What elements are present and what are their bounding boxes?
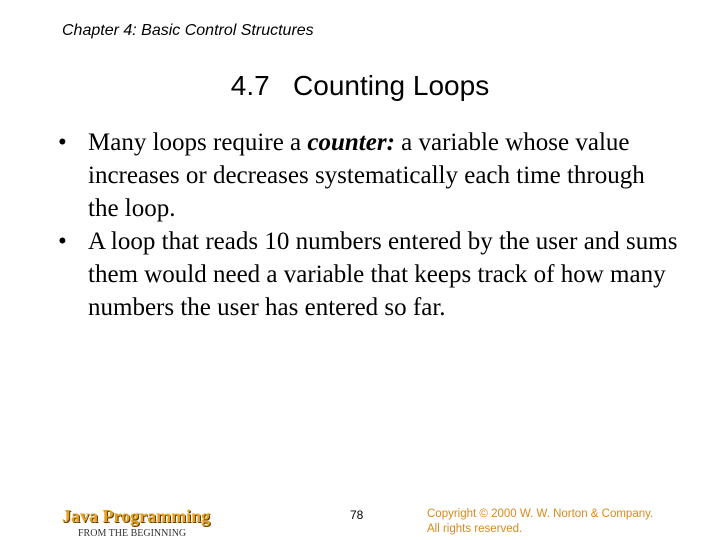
bullet-list	[58, 126, 678, 324]
bullet-term: counter:	[307, 129, 395, 156]
copyright-notice	[427, 507, 653, 537]
copyright-line-1: Copyright © 2000 W. W. Norton & Company.	[427, 508, 654, 520]
bullet-item	[58, 225, 678, 324]
book-logo-subtitle: FROM THE BEGINNING	[78, 528, 187, 539]
copyright-line-2: All rights reserved.	[427, 523, 523, 535]
slide-title: 4.7 Counting Loops	[230, 70, 490, 101]
bullet-text-lead: Many loops require a	[88, 129, 308, 156]
book-logo-title: Java Programming	[62, 506, 211, 526]
page-number: 78	[350, 508, 364, 522]
bullet-text-rest: a variable whose value increases or decreases systematically each time through the loop.	[88, 129, 645, 222]
bullet-marker: •	[58, 228, 67, 255]
bullet-marker: •	[58, 129, 67, 156]
bullet-item	[58, 126, 678, 225]
chapter-header: Chapter 4: Basic Control Structures	[62, 22, 314, 39]
bullet-text: A loop that reads 10 numbers entered by the user and sums them would need a variable that keeps track of how many numbers the user has entered so far.	[88, 228, 678, 321]
